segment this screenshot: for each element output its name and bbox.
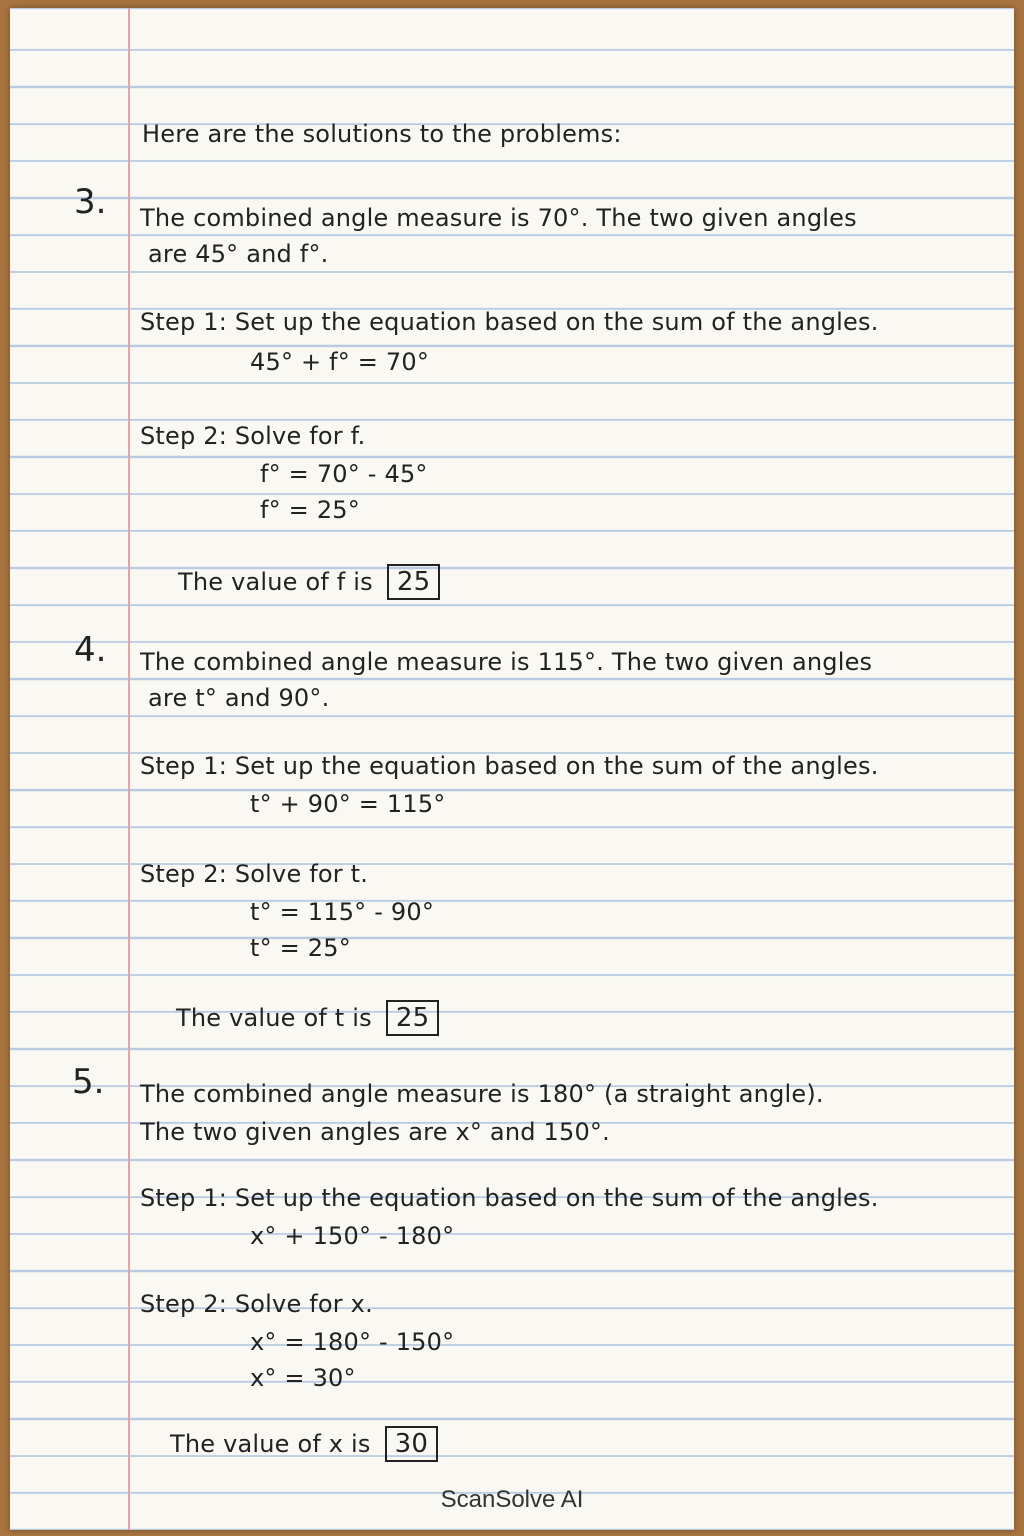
problem-3-equation-3: f° = 25° — [260, 496, 360, 524]
problem-5-equation-2: x° = 180° - 150° — [250, 1328, 455, 1356]
problem-3-description-line-2: are 45° and f°. — [148, 240, 329, 268]
problem-5-description-line-2: The two given angles are x° and 150°. — [140, 1118, 610, 1146]
problem-4-answer-label: The value of t is — [176, 1004, 372, 1032]
problem-4-step-1: Step 1: Set up the equation based on the sum of the angles. — [140, 752, 879, 780]
problem-5-answer-box: 30 — [385, 1426, 438, 1462]
problem-3-equation-2: f° = 70° - 45° — [260, 460, 428, 488]
problem-5-step-2: Step 2: Solve for x. — [140, 1290, 373, 1318]
problem-5-answer-label: The value of x is — [170, 1430, 371, 1458]
problem-3-description-line-1: The combined angle measure is 70°. The two given angles — [140, 204, 857, 232]
problem-5-equation-3: x° = 30° — [250, 1364, 356, 1392]
problem-5-number: 5. — [72, 1062, 105, 1102]
problem-3-answer-line — [178, 564, 440, 600]
problem-3-number: 3. — [74, 182, 107, 222]
problem-5-description-line-1: The combined angle measure is 180° (a straight angle). — [140, 1080, 824, 1108]
intro-text: Here are the solutions to the problems: — [142, 120, 622, 148]
problem-4-answer-box: 25 — [386, 1000, 439, 1036]
problem-3-answer-box: 25 — [387, 564, 440, 600]
problem-4-equation-1: t° + 90° = 115° — [250, 790, 446, 818]
problem-4-answer-line — [176, 1000, 439, 1036]
notebook-page — [10, 8, 1014, 1530]
problem-5-answer-line — [170, 1426, 438, 1462]
problem-3-step-2: Step 2: Solve for f. — [140, 422, 366, 450]
problem-4-step-2: Step 2: Solve for t. — [140, 860, 369, 888]
problem-5-equation-1: x° + 150° - 180° — [250, 1222, 455, 1250]
problem-3-answer-label: The value of f is — [178, 568, 373, 596]
problem-4-equation-2: t° = 115° - 90° — [250, 898, 435, 926]
margin-line — [128, 8, 130, 1530]
problem-3-equation-1: 45° + f° = 70° — [250, 348, 430, 376]
problem-3-step-1: Step 1: Set up the equation based on the sum of the angles. — [140, 308, 879, 336]
footer-watermark: ScanSolve AI — [440, 1486, 584, 1513]
problem-5-step-1: Step 1: Set up the equation based on the sum of the angles. — [140, 1184, 879, 1212]
problem-4-number: 4. — [74, 630, 107, 670]
problem-4-equation-3: t° = 25° — [250, 934, 351, 962]
problem-4-description-line-2: are t° and 90°. — [148, 684, 330, 712]
problem-4-description-line-1: The combined angle measure is 115°. The two given angles — [140, 648, 873, 676]
